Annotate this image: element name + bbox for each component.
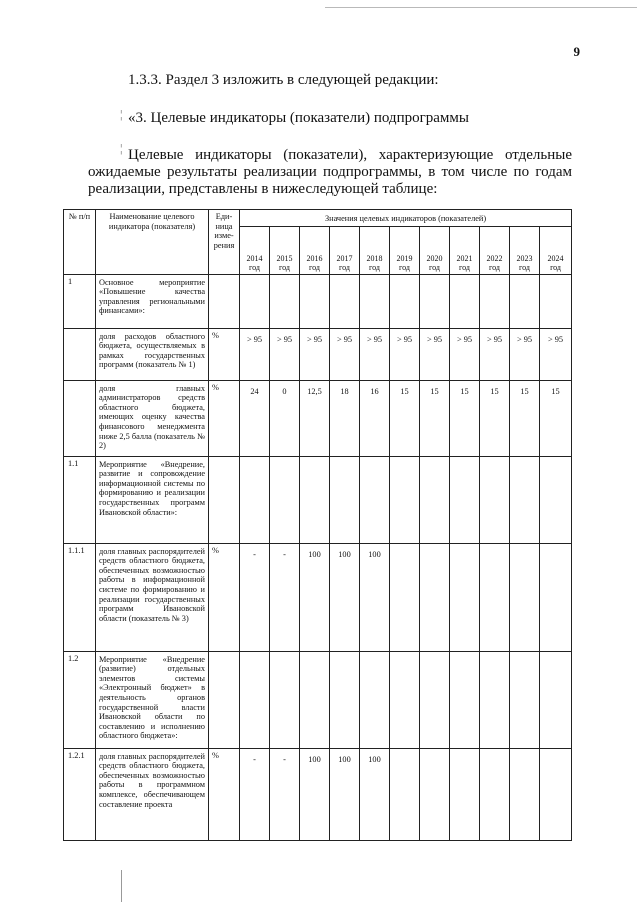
value-cell: > 95 [300, 328, 330, 380]
value-cell [540, 274, 572, 328]
row-number: 1.2.1 [64, 748, 96, 840]
value-cell [540, 651, 572, 748]
value-cell: 100 [360, 748, 390, 840]
value-cell: 15 [510, 380, 540, 456]
value-cell [540, 748, 572, 840]
value-cell: > 95 [540, 328, 572, 380]
value-cell: 0 [270, 380, 300, 456]
row-number: 1.1.1 [64, 543, 96, 651]
indicator-name: Мероприятие «Внедрение, развитие и сопровождение информационной системы по формированию и реализации государственных программ Ивановской области»: [96, 456, 209, 543]
indicator-name: доля главных распорядителей средств областного бюджета, обеспеченных возможностью работы в программном комплексе, обеспечивающем составление проекта [96, 748, 209, 840]
value-cell [480, 456, 510, 543]
value-cell [390, 456, 420, 543]
header-year: 2020 год [420, 226, 450, 274]
indicator-name: Основное мероприятие «Повышение качества управления региональными финансами»: [96, 274, 209, 328]
value-cell: - [240, 748, 270, 840]
value-cell [480, 543, 510, 651]
scan-margin-line [121, 870, 122, 902]
table-row [64, 328, 572, 380]
row-number: 1.2 [64, 651, 96, 748]
value-cell [390, 274, 420, 328]
value-cell: > 95 [480, 328, 510, 380]
header-year: 2016 год [300, 226, 330, 274]
header-name: Наименование целевого индикатора (показателя) [96, 210, 209, 275]
value-cell [480, 274, 510, 328]
value-cell [510, 748, 540, 840]
indicator-name: Мероприятие «Внедрение (развитие) отдельных элементов системы «Электронный бюджет» в деятельность органов государственной власти Ивановской области по составлению и исполнению областного бюджета»: [96, 651, 209, 748]
value-cell: 15 [450, 380, 480, 456]
value-cell: > 95 [510, 328, 540, 380]
value-cell [450, 274, 480, 328]
table-row [64, 543, 572, 651]
unit-cell: % [209, 748, 240, 840]
value-cell [450, 456, 480, 543]
value-cell [240, 651, 270, 748]
indicator-name: доля главных администраторов средств областного бюджета, имеющих оценку качества финансового менеджмента ниже 2,5 балла (показатель № 2) [96, 380, 209, 456]
value-cell: 15 [540, 380, 572, 456]
value-cell: > 95 [330, 328, 360, 380]
value-cell: 24 [240, 380, 270, 456]
header-values: Значения целевых индикаторов (показателей) [240, 210, 572, 227]
value-cell [420, 456, 450, 543]
value-cell [240, 274, 270, 328]
value-cell: > 95 [240, 328, 270, 380]
value-cell [330, 274, 360, 328]
value-cell: > 95 [420, 328, 450, 380]
value-cell [540, 543, 572, 651]
section-heading: 1.3.3. Раздел 3 изложить в следующей редакции: [128, 72, 439, 88]
header-year: 2017 год [330, 226, 360, 274]
value-cell [420, 748, 450, 840]
value-cell: - [240, 543, 270, 651]
value-cell [420, 274, 450, 328]
value-cell [510, 274, 540, 328]
header-unit: Еди-ница изме-рения [209, 210, 240, 275]
unit-cell [209, 274, 240, 328]
value-cell: 100 [300, 748, 330, 840]
value-cell [390, 543, 420, 651]
unit-cell [209, 651, 240, 748]
header-year: 2015 год [270, 226, 300, 274]
value-cell [270, 651, 300, 748]
table-row [64, 274, 572, 328]
value-cell: > 95 [390, 328, 420, 380]
value-cell [330, 456, 360, 543]
row-number: 1 [64, 274, 96, 328]
table-row [64, 748, 572, 840]
subsection-title: «3. Целевые индикаторы (показатели) подпрограммы [128, 110, 469, 126]
value-cell [240, 456, 270, 543]
indicator-name: доля расходов областного бюджета, осуществляемых в рамках государственных программ (показатель № 1) [96, 328, 209, 380]
header-year: 2023 год [510, 226, 540, 274]
indicators-table [63, 209, 572, 841]
value-cell: > 95 [360, 328, 390, 380]
value-cell [450, 748, 480, 840]
value-cell: - [270, 543, 300, 651]
header-no: № п/п [64, 210, 96, 275]
margin-mark: ¦ [120, 107, 123, 121]
value-cell [450, 543, 480, 651]
value-cell: > 95 [450, 328, 480, 380]
value-cell [300, 651, 330, 748]
unit-cell: % [209, 543, 240, 651]
value-cell [360, 274, 390, 328]
value-cell: 15 [420, 380, 450, 456]
value-cell: 12,5 [300, 380, 330, 456]
value-cell [390, 651, 420, 748]
value-cell [480, 748, 510, 840]
value-cell [330, 651, 360, 748]
margin-mark: ¦ [120, 141, 123, 155]
value-cell: 15 [390, 380, 420, 456]
value-cell [300, 274, 330, 328]
indicator-name: доля главных распорядителей средств областного бюджета, обеспеченных возможностью работы в информационной системе по формированию и реализации государственных программ Ивановской области (показатель № 3) [96, 543, 209, 651]
header-year: 2018 год [360, 226, 390, 274]
value-cell [360, 456, 390, 543]
header-year: 2021 год [450, 226, 480, 274]
value-cell: 15 [480, 380, 510, 456]
value-cell: 100 [330, 748, 360, 840]
value-cell [510, 456, 540, 543]
row-number [64, 380, 96, 456]
value-cell: 18 [330, 380, 360, 456]
row-number: 1.1 [64, 456, 96, 543]
row-number [64, 328, 96, 380]
value-cell [510, 651, 540, 748]
value-cell: 100 [360, 543, 390, 651]
table-row [64, 380, 572, 456]
value-cell: > 95 [270, 328, 300, 380]
header-year: 2014 год [240, 226, 270, 274]
value-cell [270, 456, 300, 543]
intro-paragraph: Целевые индикаторы (показатели), характеризующие отдельные ожидаемые результаты реализации подпрограммы, в том числе по годам реализации, представлены в нижеследующей таблице: [88, 147, 572, 197]
value-cell [480, 651, 510, 748]
value-cell [270, 274, 300, 328]
value-cell [510, 543, 540, 651]
header-year: 2019 год [390, 226, 420, 274]
table-row [64, 456, 572, 543]
value-cell: 100 [300, 543, 330, 651]
value-cell [390, 748, 420, 840]
header-year: 2024 год [540, 226, 572, 274]
table-row [64, 651, 572, 748]
page-number: 9 [573, 44, 580, 59]
unit-cell: % [209, 380, 240, 456]
unit-cell: % [209, 328, 240, 380]
value-cell [540, 456, 572, 543]
header-year: 2022 год [480, 226, 510, 274]
value-cell: - [270, 748, 300, 840]
value-cell [450, 651, 480, 748]
unit-cell [209, 456, 240, 543]
value-cell [420, 543, 450, 651]
value-cell [420, 651, 450, 748]
value-cell: 100 [330, 543, 360, 651]
value-cell: 16 [360, 380, 390, 456]
value-cell [360, 651, 390, 748]
scan-edge-line [325, 7, 637, 8]
value-cell [300, 456, 330, 543]
